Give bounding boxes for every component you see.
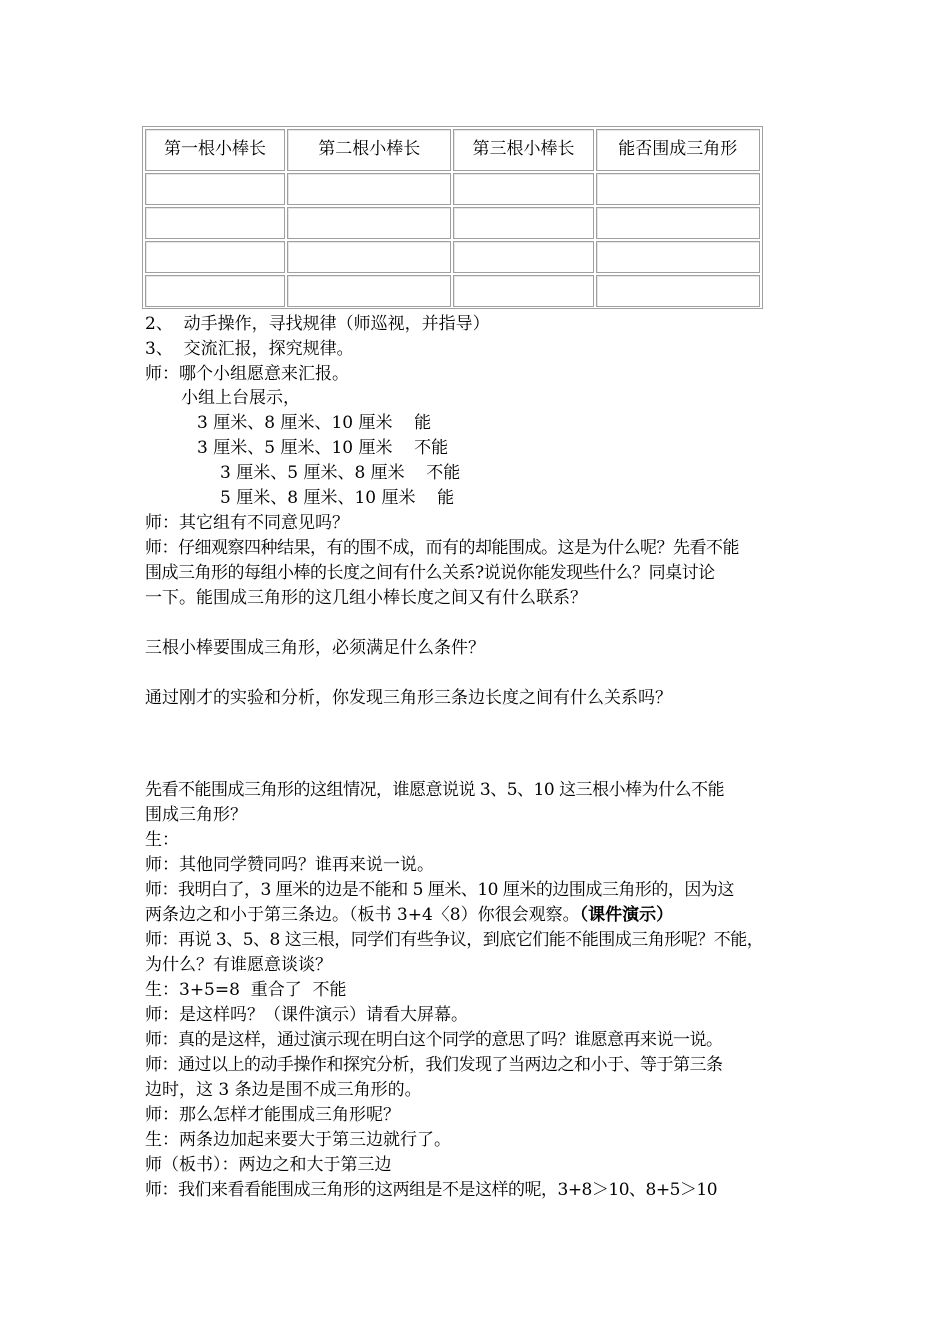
table-cell <box>287 173 451 205</box>
text-line: 师：那么怎样才能围成三角形呢？ <box>145 1105 400 1125</box>
text-line: 师：哪个小组愿意来汇报。 <box>145 364 349 384</box>
text-line: 生：3+5=8 重合了 不能 <box>145 980 347 1000</box>
table-cell <box>596 207 760 239</box>
text-line: 师：其他同学赞同吗？谁再来说一说。 <box>145 855 434 875</box>
text-line: 5 厘米、8 厘米、10 厘米 能 <box>220 488 455 508</box>
text-line: 师：我明白了，3 厘米的边是不能和 5 厘米、10 厘米的边围成三角形的，因为这 <box>145 880 734 900</box>
table-cell <box>145 275 285 307</box>
table-header-row <box>145 129 760 171</box>
header-cell-third-stick: 第三根小棒长 <box>453 129 593 171</box>
text-line: 师：再说 3、5、8 这三根，同学们有些争议，到底它们能不能围成三角形呢？不能， <box>145 930 764 950</box>
header-cell-second-stick: 第二根小棒长 <box>287 129 451 171</box>
table-cell <box>145 241 285 273</box>
table-row <box>145 207 760 239</box>
text-line: 师：是这样吗？（课件演示）请看大屏幕。 <box>145 1005 468 1025</box>
table-cell <box>287 207 451 239</box>
header-cell-first-stick: 第一根小棒长 <box>145 129 285 171</box>
table-cell <box>145 207 285 239</box>
header-cell-can-form-triangle: 能否围成三角形 <box>596 129 760 171</box>
text-line: 一下。能围成三角形的这几组小棒长度之间又有什么联系？ <box>145 588 587 608</box>
text-segment: 两条边之和小于第三条边。（板书 3+4〈8）你很会观察。 <box>145 905 580 925</box>
text-line: 师（板书）：两边之和大于第三边 <box>145 1155 392 1175</box>
text-line: 三根小棒要围成三角形，必须满足什么条件？ <box>145 638 485 658</box>
text-line: 师：真的是这样，通过演示现在明白这个同学的意思了吗？谁愿意再来说一说。 <box>145 1030 723 1050</box>
text-line: 围成三角形？ <box>145 805 247 825</box>
table-row <box>145 241 760 273</box>
table-cell <box>453 207 593 239</box>
text-line: 师：通过以上的动手操作和探究分析，我们发现了当两边之和小于、等于第三条 <box>145 1055 723 1075</box>
text-line: 生：两条边加起来要大于第三边就行了。 <box>145 1130 451 1150</box>
table-cell <box>145 173 285 205</box>
text-line: 3 厘米、5 厘米、8 厘米 不能 <box>220 463 461 483</box>
table-cell <box>287 275 451 307</box>
text-line: 小组上台展示， <box>181 388 300 408</box>
text-line: 生： <box>145 830 179 850</box>
text-line: 边时，这 3 条边是围不成三角形的。 <box>145 1080 422 1100</box>
table-cell <box>453 275 593 307</box>
table-cell <box>596 241 760 273</box>
table-cell <box>287 241 451 273</box>
text-line: 先看不能围成三角形的这组情况，谁愿意说说 3、5、10 这三根小棒为什么不能 <box>145 780 725 800</box>
table-cell <box>453 241 593 273</box>
table-cell <box>596 275 760 307</box>
text-line <box>145 903 673 928</box>
table-cell <box>596 173 760 205</box>
text-line: 3、 交流汇报，探究规律。 <box>145 339 354 359</box>
text-line: 师：仔细观察四种结果，有的围不成，而有的却能围成。这是为什么呢？先看不能 <box>145 538 739 558</box>
text-line: 通过刚才的实验和分析，你发现三角形三条边长度之间有什么关系吗？ <box>145 688 672 708</box>
table-cell <box>453 173 593 205</box>
text-line: 3 厘米、5 厘米、10 厘米 不能 <box>197 438 449 458</box>
text-line: 为什么？有谁愿意谈谈？ <box>145 955 332 975</box>
text-line: 3 厘米、8 厘米、10 厘米 能 <box>197 413 432 433</box>
table-row <box>145 173 760 205</box>
text-line: 师：我们来看看能围成三角形的这两组是不是这样的呢，3+8＞10、8+5＞10 <box>145 1180 718 1200</box>
data-table <box>142 126 763 309</box>
courseware-demo-label: （课件演示） <box>579 905 674 925</box>
text-line: 围成三角形的每组小棒的长度之间有什么关系?说说你能发现些什么？同桌讨论 <box>145 563 715 583</box>
table-row <box>145 275 760 307</box>
text-line: 师：其它组有不同意见吗？ <box>145 513 349 533</box>
text-line: 2、 动手操作，寻找规律（师巡视，并指导） <box>145 314 490 334</box>
